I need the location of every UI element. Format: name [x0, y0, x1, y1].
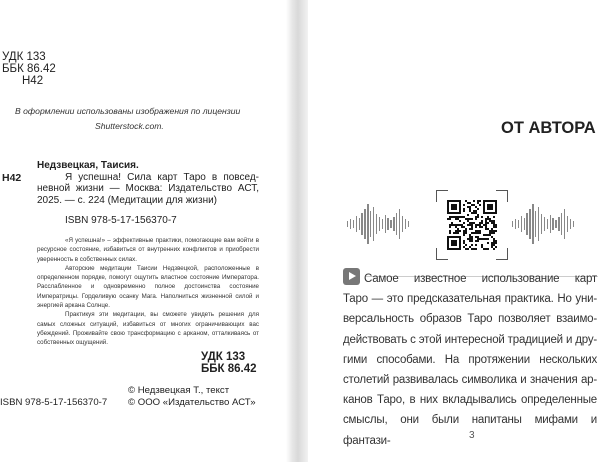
text-line: Самое известное использование карт	[364, 273, 597, 285]
wave-bar	[515, 219, 516, 229]
wave-bar	[552, 218, 553, 230]
license-source: Shutterstock.com.	[95, 121, 164, 131]
copyright-author: © Недзвецкая Т., текст	[128, 385, 230, 396]
bib-line: 2025. — с. 224 (Медитации для жизни)	[37, 194, 218, 206]
wave-bar	[532, 204, 533, 244]
wave-bar	[561, 213, 562, 235]
author-mark: Н42	[22, 75, 44, 87]
wave-bar	[390, 220, 391, 228]
sound-wave-icon	[347, 200, 409, 248]
bbk-bottom: ББК 86.42	[201, 363, 257, 375]
wave-bar	[373, 207, 374, 241]
wave-bar	[387, 218, 388, 230]
wave-bar	[564, 209, 565, 239]
wave-bar	[573, 221, 574, 227]
wave-bar	[547, 219, 548, 229]
wave-bar	[550, 215, 551, 233]
text-line: версальность образов Таро позволяет взаимо-	[343, 313, 597, 326]
wave-bar	[367, 204, 368, 244]
wave-bar	[567, 216, 568, 232]
udk-code: УДК 133	[2, 51, 46, 63]
wave-bar	[535, 211, 536, 237]
wave-bar	[353, 220, 354, 228]
wave-bar	[385, 215, 386, 233]
text-line: столетий развивалась символика и значения ар-	[343, 374, 597, 387]
wave-bar	[399, 209, 400, 239]
wave-bar	[376, 214, 377, 234]
wave-bar	[359, 218, 360, 230]
annotation-paragraph: Авторские медитации Таисии Недзвецкой, расположенные в определенном порядке, помогут ощутить властное состояние Императора. Расслабленное и одновременно полное достоинства состояние Императрицы. Горделивую осанку Мага. Наполниться жизненной силой и энергией аркана Солнце.	[37, 264, 259, 310]
wave-bar	[570, 219, 571, 229]
wave-bar	[393, 217, 394, 231]
wave-bar	[382, 219, 383, 229]
wave-bar	[356, 216, 357, 232]
bib-line: Я успешна! Сила карт Таро в повсед-	[65, 171, 259, 183]
udk-bottom: УДК 133	[201, 351, 246, 363]
wave-bar	[402, 216, 403, 232]
wave-bar	[526, 213, 527, 235]
text-line: смыслы, они были напитаны мифами и фантази-	[343, 414, 597, 447]
book-gutter	[286, 0, 308, 462]
body-text	[343, 268, 597, 451]
wave-bar	[361, 213, 362, 235]
wave-bar	[370, 211, 371, 237]
annotation-paragraph: Практикуя эти медитации, вы сможете увидеть решения для самых сложных ситуаций, избавиться от многих ограничивающих вас убеждений. Проживайте свою трансформацию с арканом, отталкиваясь от собственных ощущений.	[37, 311, 259, 347]
chapter-title: ОТ АВТОРА	[501, 119, 596, 137]
catalog-entry	[37, 160, 259, 227]
wave-bar	[396, 213, 397, 235]
copyright-publisher: © ООО «Издательство АСТ»	[128, 397, 256, 408]
sound-wave-icon	[512, 200, 574, 248]
wave-bar	[541, 214, 542, 234]
text-line: действовать с этой интересной традицией и дру-	[343, 333, 597, 346]
wave-bar	[518, 220, 519, 228]
qr-code[interactable]	[436, 190, 508, 260]
wave-bar	[521, 216, 522, 232]
wave-bar	[350, 219, 351, 229]
wave-bar	[408, 221, 409, 227]
wave-bar	[379, 217, 380, 231]
wave-bar	[558, 217, 559, 231]
author-mark-catalog: Н42	[2, 172, 22, 184]
text-line: Таро — это предсказательная практика. Но уни-	[343, 293, 597, 306]
wave-bar	[544, 217, 545, 231]
wave-bar	[364, 209, 365, 239]
bbk-code: ББК 86.42	[2, 63, 56, 75]
play-icon[interactable]	[343, 268, 360, 285]
annotation-paragraph: «Я успешна!» – эффективные практики, помогающие вам войти в ресурсное состояние, избавиться от внутренних конфликтов и приобрести уверенность в собственных силах.	[37, 237, 259, 263]
wave-bar	[538, 207, 539, 241]
wave-bar	[512, 221, 513, 227]
author-name: Недзвецкая, Таисия.	[37, 160, 139, 171]
annotation	[37, 236, 259, 348]
isbn-bottom: ISBN 978-5-17-156370-7	[0, 397, 108, 408]
license-note: В оформлении использованы изображения по лицензии	[15, 106, 241, 116]
text-line: канов Таро, в них вкладывались определенные	[343, 394, 597, 407]
wave-bar	[555, 220, 556, 228]
page-number: 3	[469, 430, 475, 441]
bib-line: невной жизни — Москва: Издательство АСТ,	[37, 183, 259, 194]
wave-bar	[405, 219, 406, 229]
wave-bar	[347, 221, 348, 227]
wave-bar	[524, 218, 525, 230]
wave-bar	[529, 209, 530, 239]
isbn: ISBN 978-5-17-156370-7	[65, 215, 177, 226]
qr-code-icon	[447, 200, 497, 250]
text-line: гими способами. На протяжении нескольких	[343, 353, 597, 366]
